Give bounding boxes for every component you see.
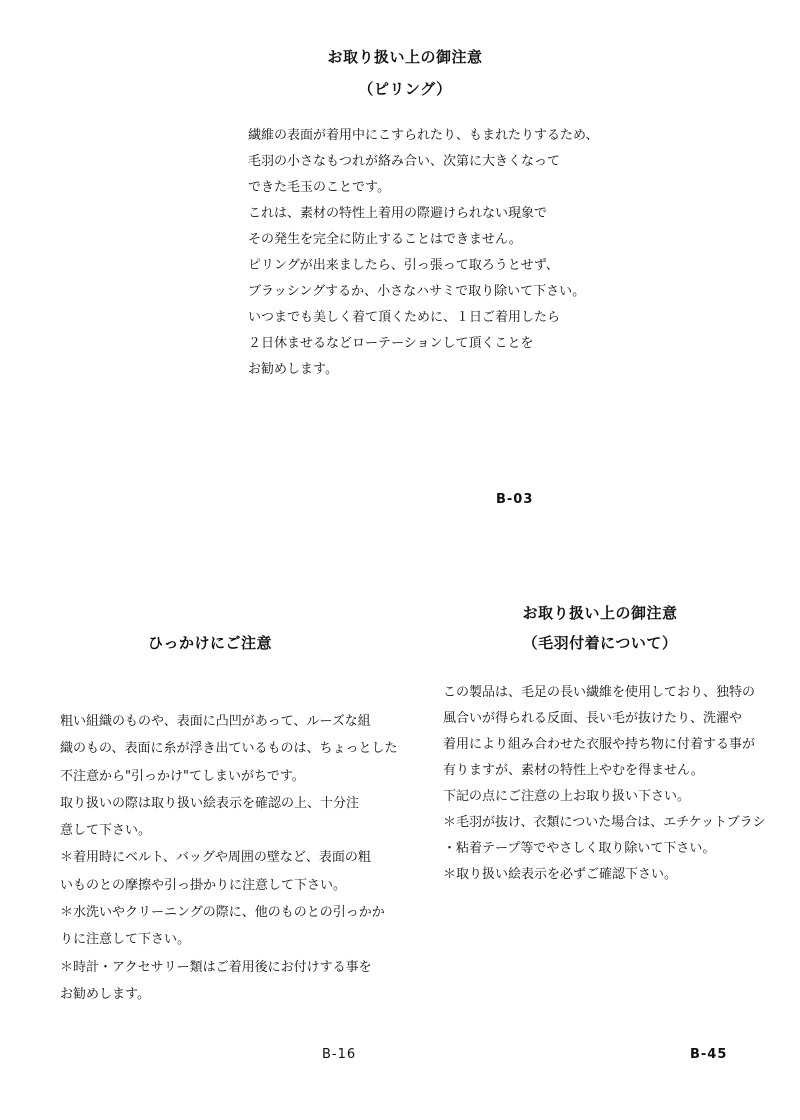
text-line: ・粘着テープ等でやさしく取り除いて下さい。	[443, 841, 716, 856]
text-line: ＊毛羽が抜け、衣類についた場合は、エチケットブラシ	[443, 815, 766, 830]
text-line: お勧めします。	[248, 362, 338, 377]
pilling-code: B-03	[496, 492, 534, 507]
text-line: 意して下さい。	[60, 823, 152, 839]
text-line: 有りますが、素材の特性上やむを得ません。	[443, 763, 704, 778]
fluff-body	[443, 680, 766, 888]
text-line: ＊着用時にベルト、バッグや周囲の壁など、表面の粗	[60, 850, 371, 866]
text-line: 織のもの、表面に糸が浮き出ているものは、ちょっとした	[60, 741, 398, 757]
text-line: いつまでも美しく着て頂くために、１日ご着用したら	[248, 310, 561, 325]
text-line: 下記の点にご注意の上お取り扱い下さい。	[443, 789, 691, 804]
text-line: 風合いが得られる反面、長い毛が抜けたり、洗濯や	[443, 711, 743, 726]
snag-title: ひっかけにご注意	[147, 634, 272, 652]
pilling-body	[248, 123, 598, 383]
text-line: ＊時計・アクセサリー類はご着用後にお付けする事を	[60, 959, 372, 975]
text-line: できた毛玉のことです。	[248, 180, 390, 195]
snag-body	[60, 708, 397, 1008]
fluff-subtitle: （毛羽付着について）	[522, 634, 678, 652]
text-line: ＊水洗いやクリーニングの際に、他のものとの引っかか	[60, 905, 385, 921]
pilling-subtitle: （ピリング）	[358, 80, 452, 98]
text-line: ２日休ませるなどローテーションして頂くことを	[248, 336, 534, 351]
text-line: 毛羽の小さなもつれが絡み合い、次第に大きくなって	[248, 154, 561, 169]
fluff-code: B-45	[690, 1047, 728, 1062]
text-line: りに注意して下さい。	[60, 932, 191, 948]
snag-code: B-16	[322, 1047, 357, 1062]
text-line: その発生を完全に防止することはできません。	[248, 232, 522, 247]
text-line: ピリングが出来ましたら、引っ張って取ろうとせず、	[248, 258, 559, 273]
text-line: 粗い組織のものや、表面に凸凹があって、ルーズな組	[60, 714, 371, 729]
text-line: 取り扱いの際は取り扱い絵表示を確認の上、十分注	[60, 795, 360, 811]
text-line: お勧めします。	[60, 986, 150, 1002]
text-line: ＊取り扱い絵表示を必ずご確認下さい。	[443, 867, 678, 882]
text-line: 着用により組み合わせた衣服や持ち物に付着する事が	[443, 737, 756, 752]
fluff-title: お取り扱い上の御注意	[522, 604, 678, 622]
text-line: 不注意から"引っかけ"てしまいがちです。	[60, 768, 305, 784]
text-line: この製品は、毛足の長い繊維を使用しており、独特の	[443, 685, 756, 700]
text-line: 繊維の表面が着用中にこすられたり、もまれたりするため、	[248, 128, 599, 143]
text-line: いものとの摩擦や引っ掛かりに注意して下さい。	[60, 877, 347, 893]
text-line: これは、素材の特性上着用の際避けられない現象で	[248, 206, 548, 221]
pilling-title: お取り扱い上の御注意	[327, 48, 483, 66]
text-line: ブラッシングするか、小さなハサミで取り除いて下さい。	[248, 284, 586, 299]
